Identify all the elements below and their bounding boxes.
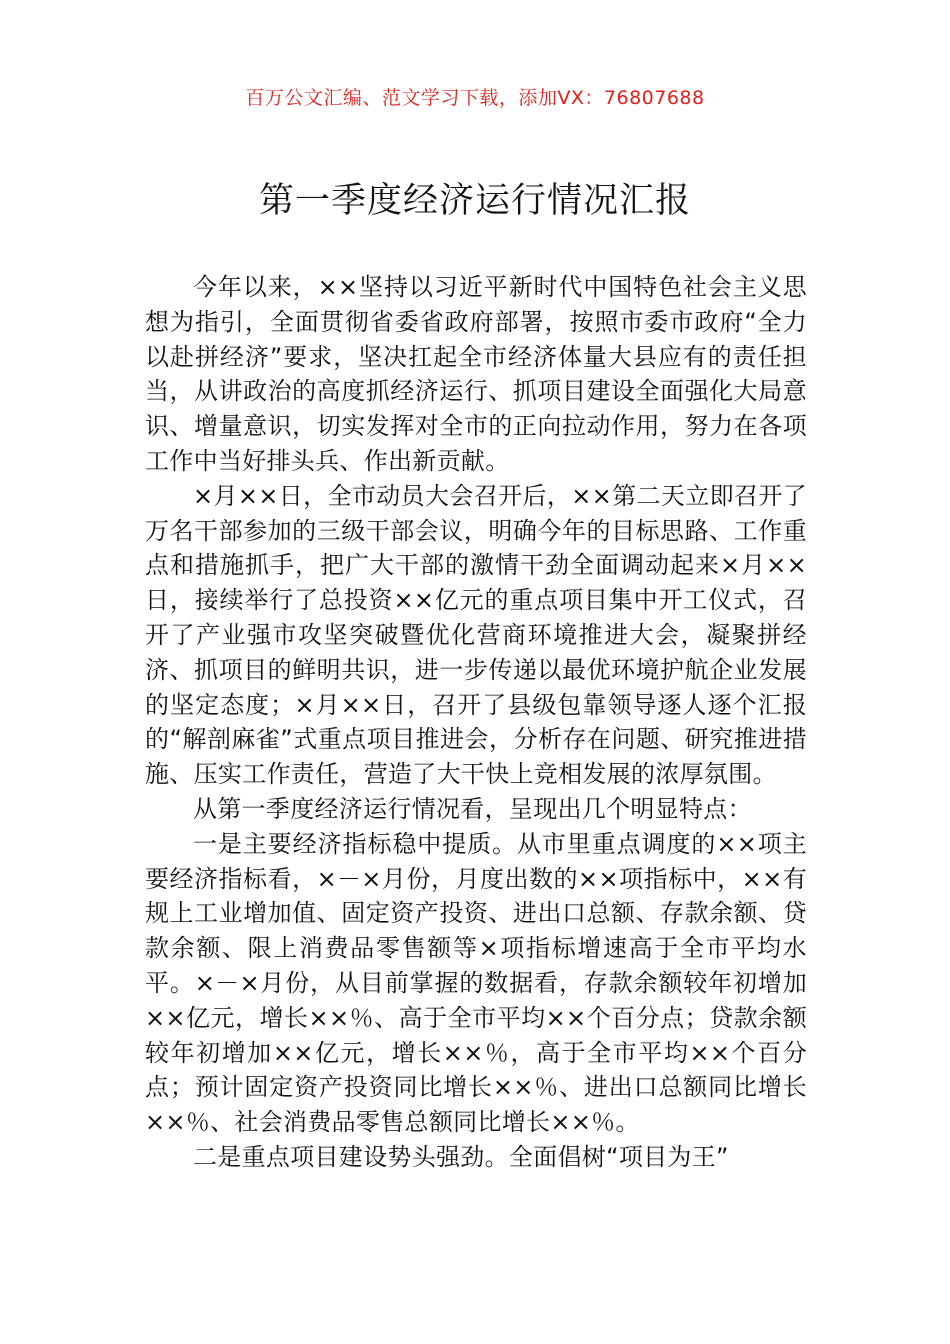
paragraph-overview: 从第一季度经济运行情况看，呈现出几个明显特点： bbox=[193, 794, 752, 823]
header-banner: 百万公文汇编、范文学习下载，添加VX：76807688 bbox=[245, 87, 705, 109]
document-title: 第一季度经济运行情况汇报 bbox=[258, 181, 691, 221]
document-body bbox=[145, 270, 807, 1175]
paragraph-indicators: 一是主要经济指标稳中提质。从市里重点调度的××项主要经济指标看，×－×月份，月度出数的××项指标中，××有规上工业增加值、固定资产投资、进出口总额、存款余额、贷款余额、限上消费品零售额等×项指标增速高于全市平均水平。×－×月份，从目前掌握的数据看，存款余额较年初增加××亿元，增长××％、高于全市平均××个百分点；贷款余额较年初增加××亿元，增长××％，高于全市平均××个百分点；预计固定资产投资同比增长××％、进出口总额同比增长××％、社会消费品零售总额同比增长××％。 bbox=[145, 829, 807, 1137]
paragraph-projects: 二是重点项目建设势头强劲。全面倡树“项目为王” bbox=[193, 1142, 729, 1171]
paragraph-intro: 今年以来，××坚持以习近平新时代中国特色社会主义思想为指引，全面贯彻省委省政府部署，按照市委市政府“全力以赴拼经济”要求，坚决扛起全市经济体量大县应有的责任担当，从讲政治的高度抓经济运行、抓项目建设全面强化大局意识、增量意识，切实发挥对全市的正向拉动作用，努力在各项工作中当好排头兵、作出新贡献。 bbox=[145, 273, 807, 475]
paragraph-meetings: ×月××日，全市动员大会召开后，××第二天立即召开了万名干部参加的三级干部会议，明确今年的目标思路、工作重点和措施抓手，把广大干部的激情干劲全面调动起来×月××日，接续举行了总投资××亿元的重点项目集中开工仪式，召开了产业强市攻坚突破暨优化营商环境推进大会，凝聚拼经济、抓项目的鲜明共识，进一步传递以最优环境护航企业发展的坚定态度；×月××日，召开了县级包靠领导逐人逐个汇报的“解剖麻雀”式重点项目推进会，分析存在问题、研究推进措施、压实工作责任，营造了大干快上竞相发展的浓厚氛围。 bbox=[145, 481, 807, 789]
